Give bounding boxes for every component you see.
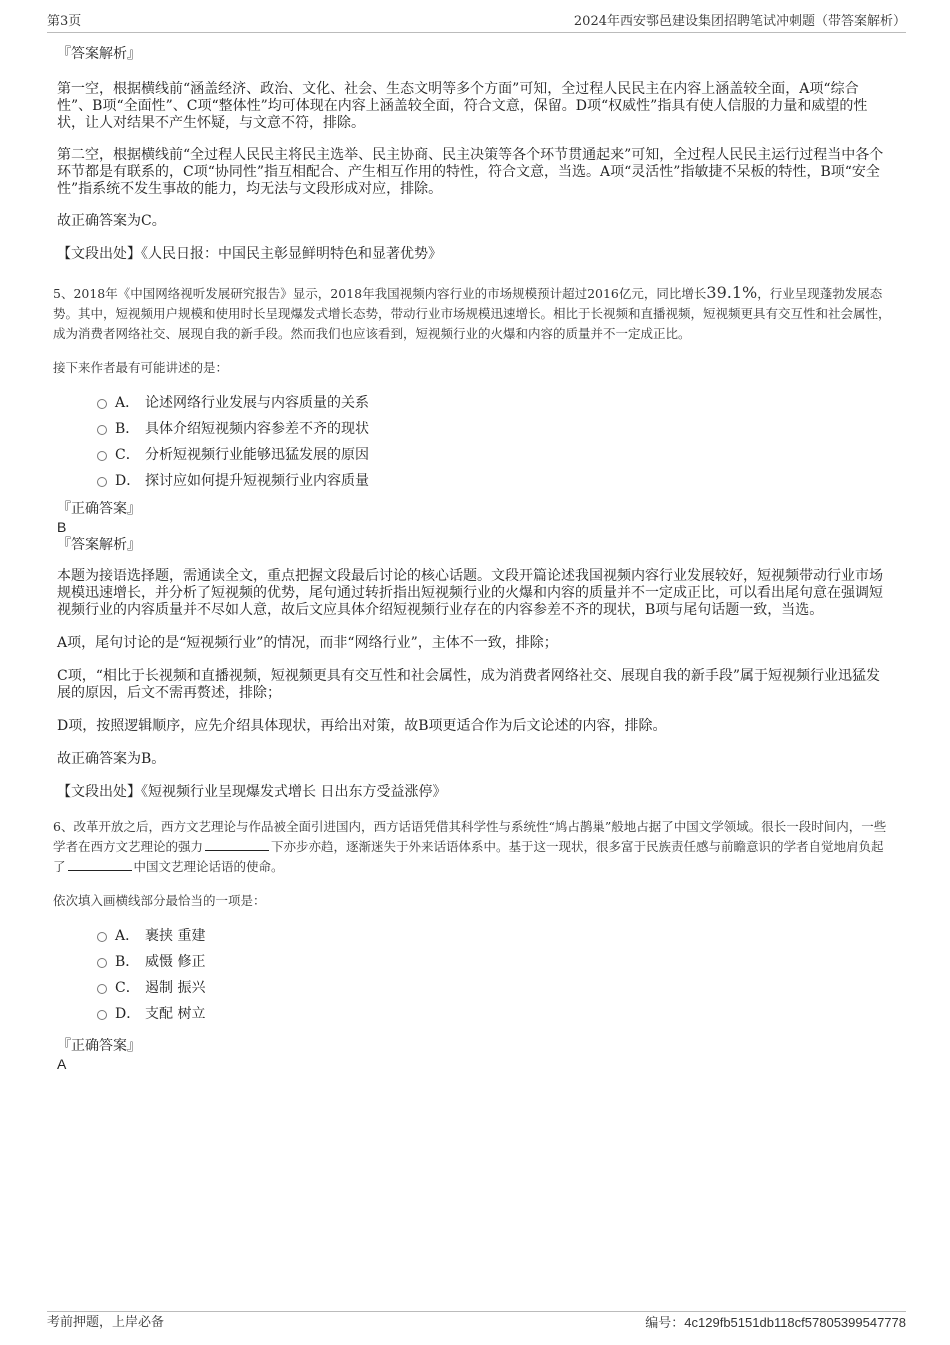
q4-conclusion: 故正确答案为C。 bbox=[57, 213, 166, 229]
q5-analysis-para3: C项，“相比于长视频和直播视频，短视频更具有交互性和社会属性，成为消费者网络社交、展现自我的新手段”属于短视频行业迅猛发展的原因，后文不需再赘述，排除； bbox=[57, 668, 881, 701]
q5-option-d[interactable] bbox=[57, 468, 893, 494]
q5-source: 【文段出处】《短视频行业呈现爆发式增长 日出东方受益涨停》 bbox=[57, 784, 447, 800]
q5-analysis-para1: 本题为接语选择题，需通读全文，重点把握文段最后讨论的核心话题。文段开篇论述我国视频内容行业发展较好，短视频带动行业市场规模迅速增长，并分析了短视频的优势，尾句通过转折指出短视频行业的火爆和内容的质量并不一定成正比，可以看出尾句意在强调短视频行业的内容质量并不尽如人意，故后文应具体介绍短视频行业存在的内容参差不齐的现状，B项与尾句话题一致，当选。 bbox=[57, 568, 883, 618]
option-text: 支配 树立 bbox=[145, 1006, 206, 1022]
q5-option-b[interactable] bbox=[57, 416, 893, 442]
q6-option-b[interactable] bbox=[57, 949, 893, 975]
q5-conclusion: 故正确答案为B。 bbox=[57, 751, 166, 767]
q4-source: 【文段出处】《人民日报：中国民主彰显鲜明特色和显著优势》 bbox=[57, 246, 442, 262]
option-letter: A． bbox=[115, 928, 140, 944]
option-text: 分析短视频行业能够迅猛发展的原因 bbox=[145, 447, 369, 463]
radio-icon[interactable] bbox=[97, 984, 107, 994]
radio-icon[interactable] bbox=[97, 451, 107, 461]
page-header bbox=[47, 14, 906, 33]
q5-analysis-para4: D项，按照逻辑顺序，应先介绍具体现状，再给出对策，故B项更适合作为后文论述的内容，排除。 bbox=[57, 718, 667, 734]
q5-option-c[interactable] bbox=[57, 442, 893, 468]
q6-stem-part2: 下亦步亦趋，逐渐迷失于外来话语体系中。基于这一现状，很多富于民族责任感与前瞻意识的学者自觉地肩负起了 bbox=[53, 839, 884, 874]
q5-answer-label: 『正确答案』 bbox=[57, 501, 141, 517]
q4-analysis-para2: 第二空，根据横线前“全过程人民民主将民主选举、民主协商、民主决策等各个环节贯通起来”可知，全过程人民民主运行过程当中各个环节都是有联系的，C项“协同性”指互相配合、产生相互作用的特性，符合文意，当选。A项“灵活性”指敏捷不呆板的特性，B项“安全性”指系统不发生事故的能力，均无法与文段形成对应，排除。 bbox=[57, 147, 884, 197]
q6-stem bbox=[53, 817, 893, 877]
option-text: 具体介绍短视频内容参差不齐的现状 bbox=[145, 421, 369, 437]
q5-stem bbox=[53, 283, 893, 344]
q6-answer: A bbox=[57, 1056, 67, 1072]
q4-analysis-label: 『答案解析』 bbox=[57, 46, 141, 62]
q5-option-a[interactable] bbox=[57, 390, 893, 416]
q5-stem-part1: 5、2018年《中国网络视听发展研究报告》显示，2018年我国视频内容行业的市场规模预计超过2016亿元，同比增长 bbox=[53, 286, 707, 301]
q5-options bbox=[57, 390, 893, 494]
q5-analysis-label: 『答案解析』 bbox=[57, 537, 141, 553]
q6-option-c[interactable] bbox=[57, 975, 893, 1001]
option-letter: D． bbox=[115, 473, 141, 489]
option-letter: A． bbox=[115, 395, 140, 411]
option-letter: D． bbox=[115, 1006, 141, 1022]
q6-stem-part1: 6、改革开放之后，西方文艺理论与作品被全面引进国内，西方话语凭借其科学性与系统性“鸠占鹊巢”般地占据了中国文学领域。很长一段时间内，一些学者在西方文艺理论的强力 bbox=[53, 819, 887, 854]
page-footer bbox=[47, 1311, 906, 1336]
q5-answer: B bbox=[57, 519, 67, 535]
radio-icon[interactable] bbox=[97, 958, 107, 968]
option-text: 论述网络行业发展与内容质量的关系 bbox=[145, 395, 369, 411]
page-number: 第3页 bbox=[47, 14, 82, 29]
option-letter: C． bbox=[115, 447, 140, 463]
q5-stem-part2: ，行业呈现蓬勃发展态势。其中，短视频用户规模和使用时长呈现爆发式增长态势，带动行业市场规模迅速增长。相比于长视频和直播视频，短视频更具有交互性和社会属性，成为消费者网络社交、展现自我的新手段。然而我们也应该看到，短视频行业的火爆和内容的质量并不一定成正比。 bbox=[53, 286, 891, 341]
q6-answer-label: 『正确答案』 bbox=[57, 1038, 141, 1054]
radio-icon[interactable] bbox=[97, 477, 107, 487]
q5-prompt: 接下来作者最有可能讲述的是： bbox=[53, 360, 229, 375]
option-letter: C． bbox=[115, 980, 140, 996]
q6-option-a[interactable] bbox=[57, 923, 893, 949]
radio-icon[interactable] bbox=[97, 399, 107, 409]
radio-icon[interactable] bbox=[97, 425, 107, 435]
q6-blank-2[interactable] bbox=[68, 858, 132, 871]
q6-options bbox=[57, 923, 893, 1027]
q5-analysis-para2: A项，尾句讨论的是“短视频行业”的情况，而非“网络行业”，主体不一致，排除； bbox=[57, 635, 558, 651]
option-text: 遏制 振兴 bbox=[145, 980, 206, 996]
option-text: 威慑 修正 bbox=[145, 954, 206, 970]
q6-blank-1[interactable] bbox=[205, 838, 269, 851]
option-text: 裹挟 重建 bbox=[145, 928, 206, 944]
option-letter: B． bbox=[115, 421, 140, 437]
radio-icon[interactable] bbox=[97, 932, 107, 942]
footer-slogan: 考前押题，上岸必备 bbox=[47, 1315, 165, 1330]
option-letter: B． bbox=[115, 954, 140, 970]
q6-prompt: 依次填入画横线部分最恰当的一项是： bbox=[53, 893, 266, 908]
document-id: 编号：4c129fb5151db118cf57805399547778 bbox=[645, 1315, 906, 1330]
q6-stem-part3: 中国文艺理论话语的使命。 bbox=[133, 859, 284, 874]
option-text: 探讨应如何提升短视频行业内容质量 bbox=[145, 473, 369, 489]
q6-option-d[interactable] bbox=[57, 1001, 893, 1027]
document-content bbox=[53, 45, 893, 1073]
document-title: 2024年西安鄠邑建设集团招聘笔试冲刺题（带答案解析） bbox=[573, 14, 906, 29]
q5-growth-rate: 39.1% bbox=[706, 283, 758, 302]
radio-icon[interactable] bbox=[97, 1010, 107, 1020]
q4-analysis-para1: 第一空，根据横线前“涵盖经济、政治、文化、社会、生态文明等多个方面”可知，全过程人民民主在内容上涵盖较全面，A项“综合性”、B项“全面性”、C项“整体性”均可体现在内容上涵盖较全面，符合文意，保留。D项“权威性”指具有使人信服的力量和威望的性状，让人对结果不产生怀疑，与文意不符，排除。 bbox=[57, 81, 868, 131]
